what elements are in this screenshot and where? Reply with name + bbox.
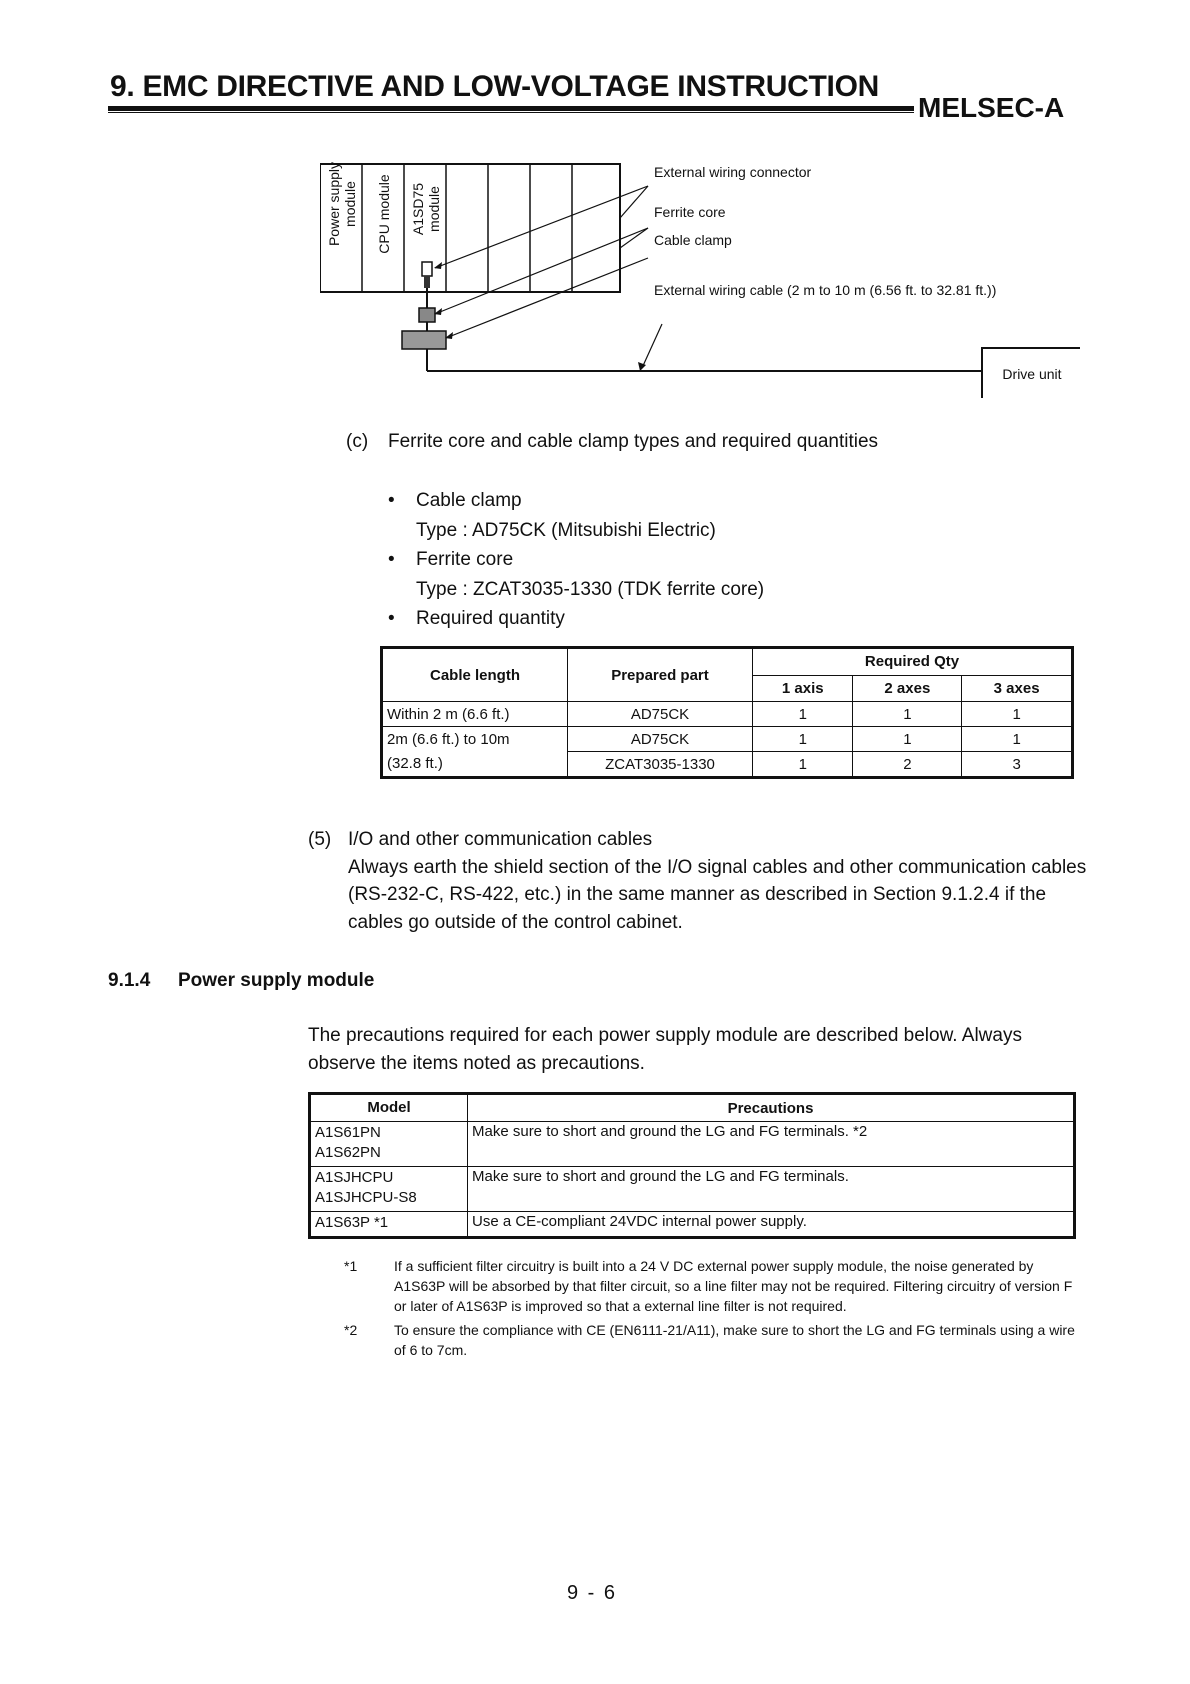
section-5-title: I/O and other communication cables <box>348 829 653 850</box>
footnote-text: If a sufficient filter circuitry is built into a 24 V DC external power supply module, the noise generated by A1S63P will be absorbed by that filter circuit, so a line filter may not be required. Filtering circuitry of version F or later of A1S63P is improved so that a external line filter is not required. <box>394 1258 1073 1314</box>
list-item <box>388 486 764 516</box>
cell-2-axes: 1 <box>853 702 962 727</box>
table-row <box>382 727 1073 752</box>
model-name: A1S62PN <box>315 1144 381 1161</box>
list-item <box>388 545 764 575</box>
bullet-dot: • <box>388 549 395 570</box>
cell-1-axis: 1 <box>753 727 853 752</box>
subsection-c-title: Ferrite core and cable clamp types and required quantities <box>388 431 879 452</box>
cell-1-axis: 1 <box>753 702 853 727</box>
page-header-title: 9. EMC DIRECTIVE AND LOW-VOLTAGE INSTRUCTION <box>110 70 879 103</box>
cell-length: Within 2 m (6.6 ft.) <box>382 702 568 727</box>
slot-label-power-supply-text: Power supply module <box>326 161 358 247</box>
footnotes <box>344 1256 1084 1364</box>
cell-model <box>310 1122 468 1167</box>
model-name: A1S63P *1 <box>315 1214 389 1231</box>
cell-3-axes: 3 <box>962 752 1073 778</box>
cell-part: AD75CK <box>568 727 753 752</box>
footnote-mark: *1 <box>344 1258 358 1274</box>
callout-external-wiring-cable: External wiring cable (2 m to 10 m (6.56 ft. to 32.81 ft.)) <box>654 282 997 298</box>
footnote-mark: *2 <box>344 1322 358 1338</box>
section-number: 9.1.4 <box>108 970 151 991</box>
cell-model <box>310 1167 468 1212</box>
header-rule-thin <box>108 112 914 113</box>
list-item <box>388 604 764 634</box>
wiring-diagram <box>320 158 1080 398</box>
list-item-detail: Type : ZCAT3035-1330 (TDK ferrite core) <box>416 578 765 600</box>
header-brand: MELSEC-A <box>918 92 1065 123</box>
cell-3-axes: 1 <box>962 727 1073 752</box>
header-prepared-part: Prepared part <box>568 648 753 702</box>
list-item-title: Cable clamp <box>416 490 522 511</box>
slot-label-a1sd75-text: A1SD75 module <box>410 182 442 236</box>
cell-3-axes: 1 <box>962 702 1073 727</box>
list-item-title: Ferrite core <box>416 549 514 570</box>
cell-length: 2m (6.6 ft.) to 10m <box>382 727 568 752</box>
slot-label-cpu <box>376 164 392 264</box>
callout-cable-clamp: Cable clamp <box>654 232 732 248</box>
table-row <box>382 752 1073 778</box>
model-name: A1SJHCPU-S8 <box>315 1189 417 1206</box>
model-name: A1SJHCPU <box>315 1169 394 1186</box>
section-5-body: Always earth the shield section of the I/O signal cables and other communication cables (RS-232-C, RS-422, etc.) in the same manner as described in Section 9.1.2.4 if the cables go outside of the control cabinet. <box>348 856 1087 933</box>
required-quantity-table <box>380 646 1074 779</box>
cell-length: (32.8 ft.) <box>382 752 568 778</box>
callout-ferrite-core: Ferrite core <box>654 204 726 220</box>
page-number: 9 - 6 <box>567 1582 618 1604</box>
slot-label-cpu-text: CPU module <box>376 174 392 254</box>
subsection-c-mark: (c) <box>346 431 369 452</box>
table-row <box>310 1122 1075 1167</box>
header-1-axis: 1 axis <box>753 675 853 701</box>
precautions-table <box>308 1092 1076 1239</box>
section-intro: The precautions required for each power supply module are described below. Always observe the items noted as precautions. <box>308 1025 1022 1074</box>
subsection-c-heading <box>346 431 878 453</box>
footnote-text: To ensure the compliance with CE (EN6111-21/A11), make sure to short the LG and FG terminals using a wire of 6 to 7cm. <box>394 1322 1075 1358</box>
section-5 <box>308 826 1088 936</box>
cell-2-axes: 1 <box>853 727 962 752</box>
header-3-axes: 3 axes <box>962 675 1073 701</box>
model-name: A1S61PN <box>315 1124 381 1141</box>
slot-label-a1sd75 <box>410 174 442 244</box>
callout-external-wiring-connector: External wiring connector <box>654 164 812 180</box>
cell-precaution: Make sure to short and ground the LG and FG terminals. <box>468 1167 1075 1212</box>
table-row <box>310 1167 1075 1212</box>
header-precautions: Precautions <box>468 1094 1075 1122</box>
cell-part: ZCAT3035-1330 <box>568 752 753 778</box>
callout-drive-unit: Drive unit <box>1002 366 1062 382</box>
slot-label-power-supply <box>326 144 358 264</box>
section-5-heading <box>308 826 1088 854</box>
footnote <box>344 1320 1084 1360</box>
cell-2-axes: 2 <box>853 752 962 778</box>
cell-part: AD75CK <box>568 702 753 727</box>
list-item-detail: Type : AD75CK (Mitsubishi Electric) <box>416 519 716 541</box>
section-title: Power supply module <box>178 970 375 991</box>
header-cable-length: Cable length <box>382 648 568 702</box>
cell-1-axis: 1 <box>753 752 853 778</box>
header-2-axes: 2 axes <box>853 675 962 701</box>
table-row <box>382 702 1073 727</box>
header-model: Model <box>310 1094 468 1122</box>
bullet-list <box>388 486 764 634</box>
list-item-title: Required quantity <box>416 608 565 629</box>
table-row <box>310 1212 1075 1238</box>
bullet-dot: • <box>388 608 395 629</box>
cell-precaution: Use a CE-compliant 24VDC internal power supply. <box>468 1212 1075 1238</box>
section-5-mark: (5) <box>308 829 332 850</box>
bullet-dot: • <box>388 490 395 511</box>
header-required-qty: Required Qty <box>753 648 1073 676</box>
header-rule <box>108 106 914 111</box>
section-heading <box>108 970 374 992</box>
cell-precaution: Make sure to short and ground the LG and FG terminals. *2 <box>468 1122 1075 1167</box>
footnote <box>344 1256 1084 1316</box>
cell-model <box>310 1212 468 1238</box>
